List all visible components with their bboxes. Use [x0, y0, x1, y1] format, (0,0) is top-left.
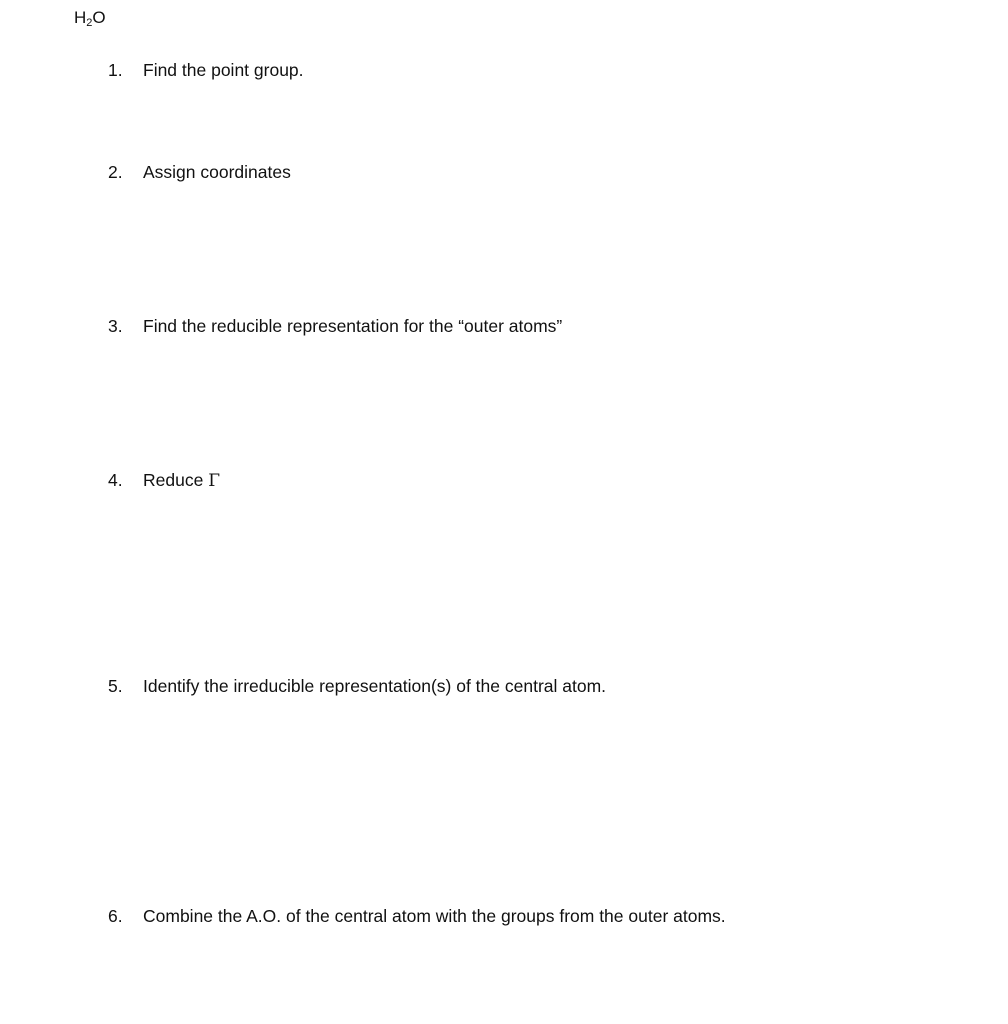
step-number: 5.: [108, 676, 123, 696]
step-6: [108, 905, 726, 927]
step-3: [108, 315, 562, 337]
step-text: Combine the A.O. of the central atom with the groups from the outer atoms.: [143, 906, 726, 926]
step-1: [108, 59, 304, 81]
title-subscript: 2: [86, 17, 93, 29]
step-number: 2.: [108, 162, 123, 182]
step-number: 4.: [108, 470, 123, 490]
step-number: 1.: [108, 60, 123, 80]
molecule-title: [74, 8, 106, 28]
step-number: 3.: [108, 316, 123, 336]
step-number: 6.: [108, 906, 123, 926]
step-text: Identify the irreducible representation(s) of the central atom.: [143, 676, 607, 696]
step-4: [108, 469, 220, 492]
step-5: [108, 675, 606, 697]
step-text: Find the point group.: [143, 60, 304, 80]
step-text: Reduce: [143, 470, 209, 490]
step-text: Assign coordinates: [143, 162, 291, 182]
gamma-symbol: Γ: [208, 471, 220, 491]
step-text: Find the reducible representation for the “outer atoms”: [143, 316, 563, 336]
step-2: [108, 161, 291, 183]
title-element-h: H: [74, 8, 87, 27]
title-element-o: O: [92, 8, 106, 27]
